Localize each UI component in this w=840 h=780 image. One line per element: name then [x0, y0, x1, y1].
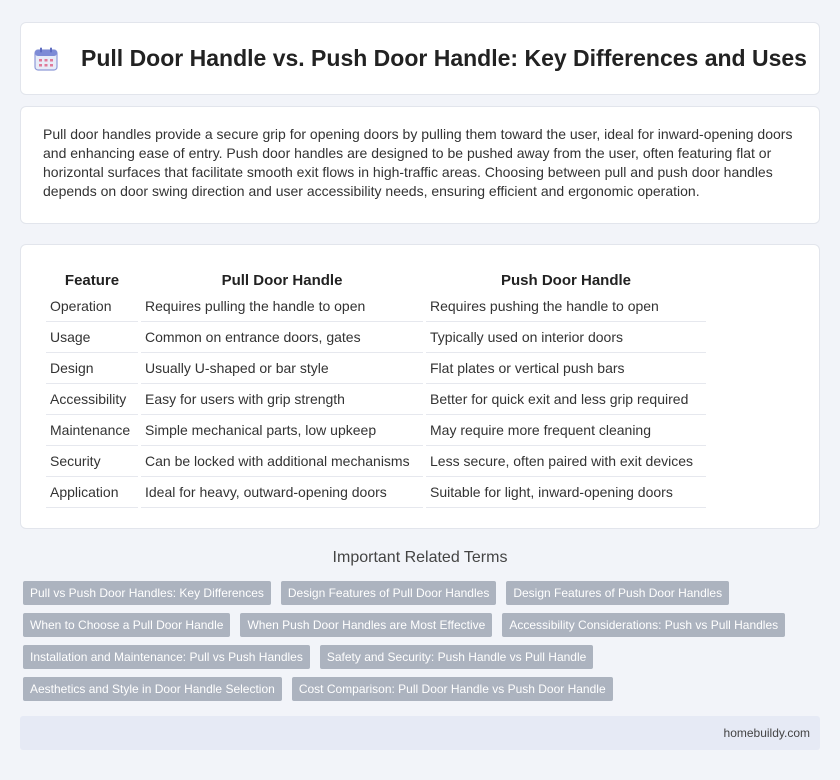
push-cell: Suitable for light, inward-opening doors	[426, 477, 706, 508]
related-terms-row	[20, 613, 820, 637]
intro-card	[20, 106, 820, 224]
column-header-feature: Feature	[64, 271, 120, 289]
feature-cell: Application	[46, 477, 138, 508]
related-term-tag[interactable]: Design Features of Push Door Handles	[506, 581, 729, 605]
related-term-tag[interactable]: When to Choose a Pull Door Handle	[23, 613, 230, 637]
related-term-tag[interactable]: Accessibility Considerations: Push vs Pull Handles	[502, 613, 785, 637]
related-term-tag[interactable]: Design Features of Pull Door Handles	[281, 581, 496, 605]
column-header-push: Push Door Handle	[500, 271, 631, 289]
pull-cell: Usually U-shaped or bar style	[141, 353, 423, 384]
feature-cell: Security	[46, 446, 138, 477]
pull-cell: Can be locked with additional mechanisms	[141, 446, 423, 477]
related-terms-row	[20, 645, 820, 669]
related-terms-title: Important Related Terms	[332, 549, 508, 566]
related-term-tag[interactable]: Aesthetics and Style in Door Handle Selection	[23, 677, 282, 701]
pull-cell: Easy for users with grip strength	[141, 384, 423, 415]
intro-paragraph: Pull door handles provide a secure grip for opening doors by pulling them toward the user, ideal for inward-opening doors and enhancing ease of entry. Push door handles are designed to be pushed away from the user, often featuring flat or horizontal surfaces that facilitate smooth exit flows in high-traffic areas. Choosing between pull and push door handles depends on door swing direction and user accessibility needs, ensuring efficient and ergonomic operation.	[43, 126, 793, 199]
push-cell: Better for quick exit and less grip required	[426, 384, 706, 415]
header-card	[20, 22, 820, 95]
table-body	[46, 291, 706, 508]
push-cell: Requires pushing the handle to open	[426, 291, 706, 322]
related-terms-row	[20, 581, 820, 605]
related-term-tag[interactable]: Installation and Maintenance: Pull vs Push Handles	[23, 645, 310, 669]
comparison-table	[43, 265, 709, 508]
related-term-tag[interactable]: Cost Comparison: Pull Door Handle vs Push Door Handle	[292, 677, 613, 701]
push-cell: Flat plates or vertical push bars	[426, 353, 706, 384]
calendar-icon	[33, 46, 59, 72]
pull-cell: Common on entrance doors, gates	[141, 322, 423, 353]
pull-cell: Simple mechanical parts, low upkeep	[141, 415, 423, 446]
related-term-tag[interactable]: When Push Door Handles are Most Effective	[240, 613, 492, 637]
table-row	[46, 415, 706, 446]
related-terms-list	[20, 581, 820, 709]
feature-cell: Accessibility	[46, 384, 138, 415]
table-row	[46, 446, 706, 477]
table-row	[46, 322, 706, 353]
feature-cell: Design	[46, 353, 138, 384]
push-cell: Typically used on interior doors	[426, 322, 706, 353]
table-row	[46, 353, 706, 384]
push-cell: May require more frequent cleaning	[426, 415, 706, 446]
related-term-tag[interactable]: Safety and Security: Push Handle vs Pull Handle	[320, 645, 593, 669]
feature-cell: Usage	[46, 322, 138, 353]
table-row	[46, 384, 706, 415]
comparison-card	[20, 244, 820, 529]
page-title: Pull Door Handle vs. Push Door Handle: Key Differences and Uses	[81, 45, 807, 71]
feature-cell: Maintenance	[46, 415, 138, 446]
pull-cell: Requires pulling the handle to open	[141, 291, 423, 322]
column-header-pull: Pull Door Handle	[221, 271, 343, 289]
footer	[20, 716, 820, 750]
related-terms-row	[20, 677, 820, 701]
table-row	[46, 477, 706, 508]
table-row	[46, 291, 706, 322]
feature-cell: Operation	[46, 291, 138, 322]
footer-site-link[interactable]: homebuildy.com	[723, 726, 810, 740]
push-cell: Less secure, often paired with exit devices	[426, 446, 706, 477]
table-header-row	[46, 265, 706, 291]
related-term-tag[interactable]: Pull vs Push Door Handles: Key Differences	[23, 581, 271, 605]
pull-cell: Ideal for heavy, outward-opening doors	[141, 477, 423, 508]
